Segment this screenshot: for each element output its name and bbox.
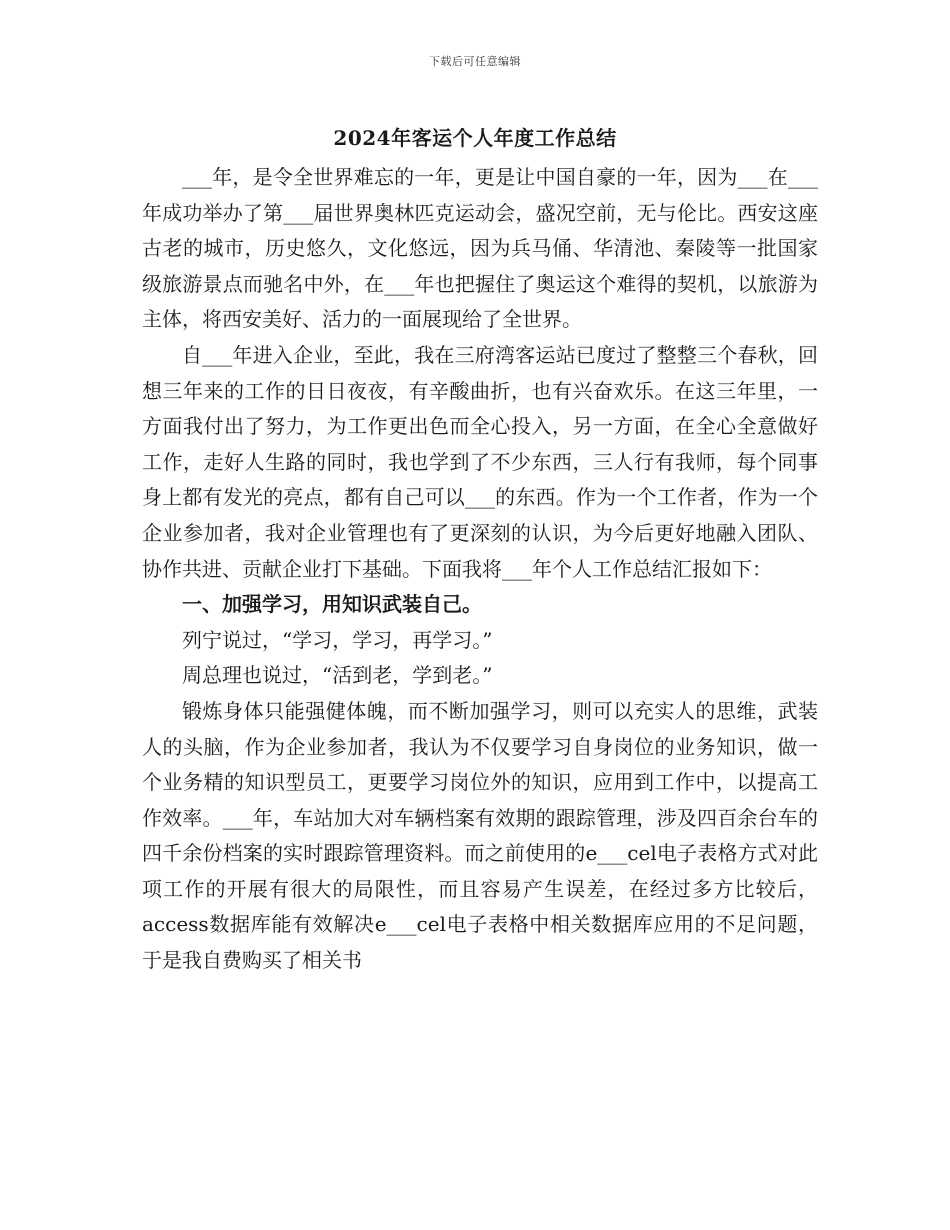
paragraph-zhou-quote: 周总理也说过，“活到老，学到老。” — [182, 663, 493, 688]
page-header-note: 下载后可任意编辑 — [429, 55, 521, 68]
paragraph-three-years: 自___年进入企业，至此，我在三府湾客运站已度过了整整三个春秋，回想三年来的工作的日日夜夜，有辛酸曲折，也有兴奋欢乐。在这三年里，一方面我付出了努力，为工作更出色而全心投入，另一方面，在全心全意做好工作，走好人生路的同时，我也学到了不少东西，三人行有我师，每个同事身上都有发光的亮点，都有自己可以___的东西。作为一个工作者，作为一个企业参加者，我对企业管理也有了更深刻的认识，为今后更好地融入团队、协作共进、贡献企业打下基础。下面我将___年个人工作总结汇报如下： — [142, 342, 818, 581]
document-body — [142, 160, 818, 979]
paragraph-olympics-intro: ___年，是令全世界难忘的一年，更是让中国自豪的一年，因为___在___年成功举办了第___届世界奥林匹克运动会，盛况空前，无与伦比。西安这座古老的城市，历史悠久，文化悠远，因为兵马俑、华清池、秦陵等一批国家级旅游景点而驰名中外，在___年也把握住了奥运这个难得的契机，以旅游为主体，将西安美好、活力的一面展现给了全世界。 — [142, 165, 818, 332]
paragraph-lenin-quote: 列宁说过，“学习，学习，再学习。” — [182, 627, 493, 652]
document-title: 2024年客运个人年度工作总结 — [333, 126, 617, 150]
paragraph-learning-details: 锻炼身体只能强健体魄，而不断加强学习，则可以充实人的思维，武装人的头脑，作为企业参加者，我认为不仅要学习自身岗位的业务知识，做一个业务精的知识型员工，更要学习岗位外的知识，应用到工作中，以提高工作效率。___年，车站加大对车辆档案有效期的跟踪管理，涉及四百余台车的四千余份档案的实时跟踪管理资料。而之前使用的e___cel电子表格方式对此项工作的开展有很大的局限性，而且容易产生误差，在经过多方比较后，access数据库能有效解决e___cel电子表格中相关数据库应用的不足问题，于是我自费购买了相关书 — [142, 698, 818, 973]
section-heading-study: 一、加强学习，用知识武装自己。 — [182, 592, 482, 617]
